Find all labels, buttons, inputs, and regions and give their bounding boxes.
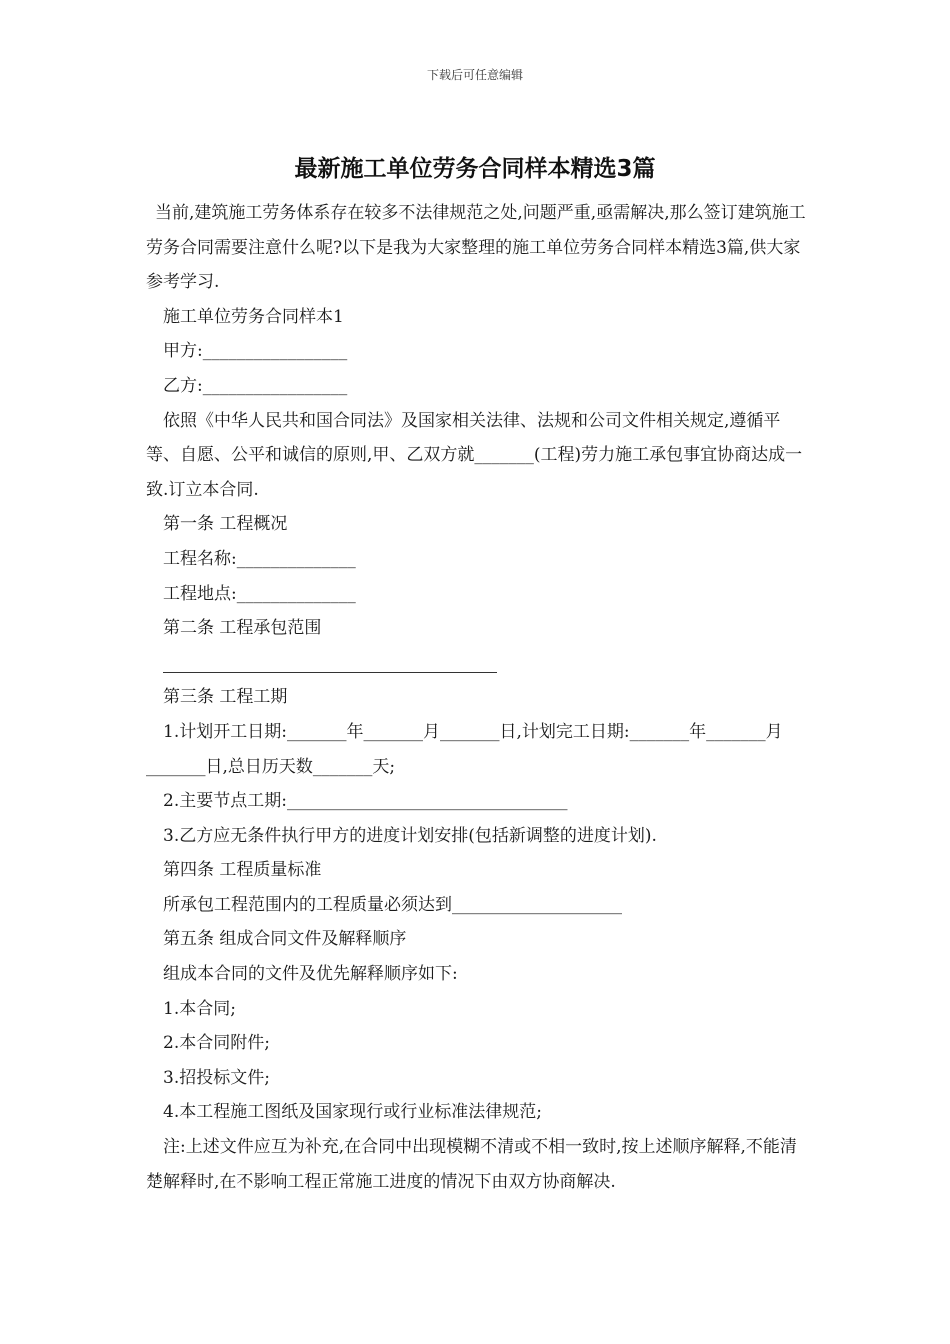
article-1-heading: 第一条 工程概况: [163, 514, 288, 535]
article-3-heading: 第三条 工程工期: [163, 687, 288, 708]
docs-intro-line: 组成本合同的文件及优先解释顺序如下:: [163, 964, 458, 985]
basis-paragraph: 依照《中华人民共和国合同法》及国家相关法律、法规和公司文件相关规定,遵循平等、自愿、公平和诚信的原则,甲、乙双方就_______(工程)劳力施工承包事宜协商达成一致.订立本合同.: [146, 410, 803, 500]
doc-item-3: 3.招投标文件;: [163, 1067, 270, 1088]
doc-item-1: 1.本合同;: [163, 998, 236, 1019]
note-paragraph: 注:上述文件应互为补充,在合同中出现模糊不清或不相一致时,按上述顺序解释,不能清楚解释时,在不影响工程正常施工进度的情况下由双方协商解决.: [146, 1137, 797, 1192]
party-b-line: 乙方:_________________: [163, 375, 348, 396]
document-title: 最新施工单位劳务合同样本精选3篇: [294, 156, 656, 182]
article-5-heading: 第五条 组成合同文件及解释顺序: [163, 929, 407, 950]
doc-item-2: 2.本合同附件;: [163, 1033, 270, 1054]
sample-heading: 施工单位劳务合同样本1: [163, 306, 344, 327]
schedule-item-2: 2.主要节点工期:_________________________________: [163, 791, 568, 812]
header-note: 下载后可任意编辑: [426, 68, 523, 82]
document-body: [146, 196, 808, 1199]
scope-blank-line: [163, 646, 808, 681]
article-2-heading: 第二条 工程承包范围: [163, 618, 322, 639]
schedule-item-3: 3.乙方应无条件执行甲方的进度计划安排(包括新调整的进度计划).: [163, 825, 657, 846]
quality-line: 所承包工程范围内的工程质量必须达到____________________: [163, 894, 622, 915]
project-location-line: 工程地点:______________: [163, 583, 356, 604]
article-4-heading: 第四条 工程质量标准: [163, 860, 322, 881]
project-name-line: 工程名称:______________: [163, 548, 356, 569]
doc-item-4: 4.本工程施工图纸及国家现行或行业标准法律规范;: [163, 1102, 542, 1123]
schedule-item-1: 1.计划开工日期:_______年_______月_______日,计划完工日期:_______年_______月_______日,总日历天数_______天;: [146, 721, 783, 777]
party-a-line: 甲方:_________________: [163, 341, 348, 362]
intro-paragraph: 当前,建筑施工劳务体系存在较多不法律规范之处,问题严重,亟需解决,那么签订建筑施工劳务合同需要注意什么呢?以下是我为大家整理的施工单位劳务合同样本精选3篇,供大家参考学习.: [146, 203, 806, 293]
